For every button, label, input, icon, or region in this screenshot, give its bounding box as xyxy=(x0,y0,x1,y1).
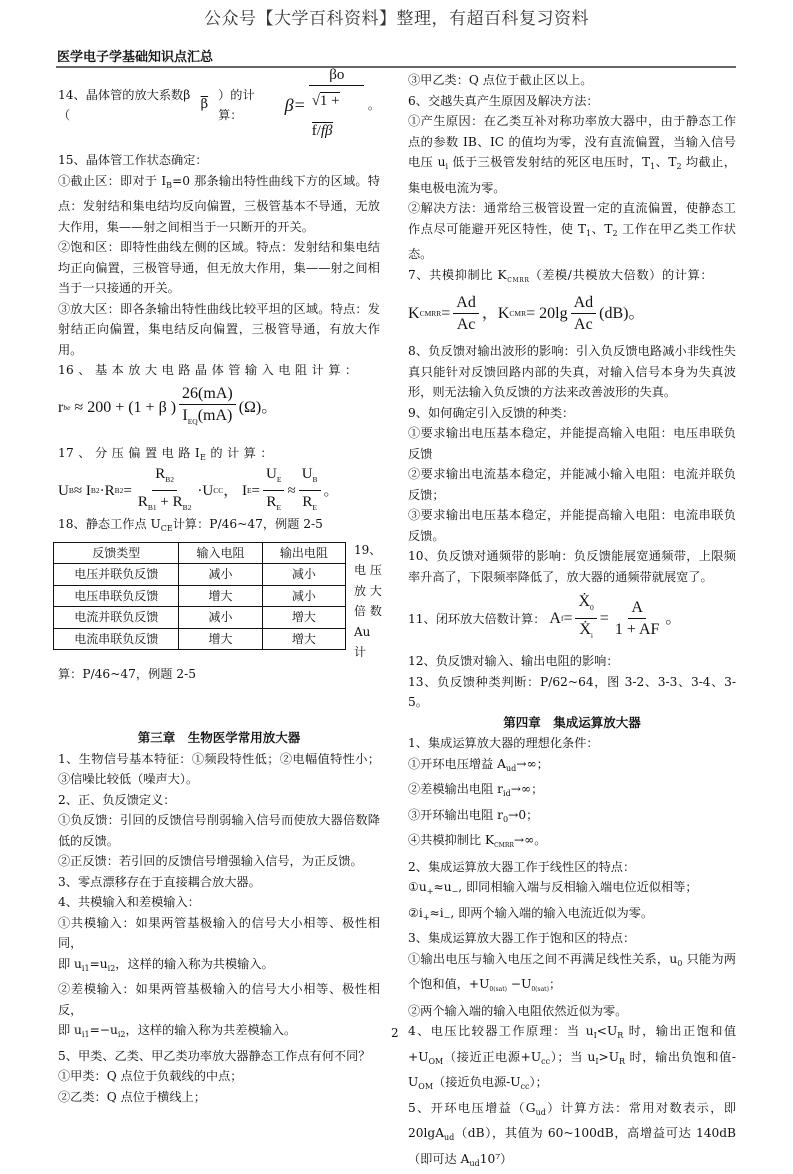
d: 1 + AF xyxy=(612,619,663,641)
formula-closed-loop xyxy=(408,587,736,651)
s: i xyxy=(591,631,593,640)
t: 、T xyxy=(591,222,612,236)
t: U xyxy=(58,481,69,502)
formula-beta-denominator: √1 + f/fβ xyxy=(309,86,365,146)
t: 11、闭环放大倍数计算： xyxy=(408,609,545,630)
t: I xyxy=(182,407,187,424)
s: f xyxy=(561,609,564,630)
ch3-p13: ②乙类：Q 点位于横线上； xyxy=(58,1087,380,1108)
t: ①产生原因：在乙类互补对称功率放大器中，由于静态工作点的参数 IB、IC 的值均为零，没有直流偏置，当输入信号电压 u xyxy=(408,114,736,169)
t: = xyxy=(252,481,260,502)
s: B2 xyxy=(183,503,192,512)
t: 只能为两个饱和值，+U xyxy=(408,952,736,992)
s: I xyxy=(595,1057,598,1066)
s: − xyxy=(444,913,451,922)
fraction-a-1af xyxy=(612,598,663,641)
t: 的 计 算 ： xyxy=(206,446,273,460)
text: =0 那条输出特性曲线下方的区域。特点：发射结和集电结均反向偏置，三极管基本不导通，无放大作用，集——射之间相当于一只断开的开关。 xyxy=(58,174,380,234)
t: ）； xyxy=(530,1075,548,1089)
t: 19、 xyxy=(354,540,388,561)
fraction-ue-re xyxy=(263,464,284,519)
formula-beta-numerator: βo xyxy=(309,65,364,86)
t: ≈u xyxy=(433,880,451,894)
table-row xyxy=(54,628,346,650)
t: ； xyxy=(549,977,561,991)
s: i xyxy=(445,162,448,171)
t: 时，输出负饱和值-U xyxy=(408,1050,736,1090)
item-15-p2: ②饱和区：即特性曲线左侧的区域。特点：发射结和集电结均正向偏置，三极管导通，但无放大作用，集——射之间相当于一只接通的开关。 xyxy=(58,237,380,299)
s: CC xyxy=(213,481,223,502)
t: (dB)。 xyxy=(599,304,644,325)
t: ，这样的输入称为共模输入。 xyxy=(115,957,273,971)
watermark-banner: 公众号【大学百科资料】整理，有超百科复习资料 xyxy=(0,4,793,29)
d: Ac xyxy=(454,314,479,336)
table-cell: 电压串联负反馈 xyxy=(54,585,179,607)
table-row xyxy=(54,585,346,607)
s: CMRR xyxy=(507,277,529,284)
chapter-4-heading: 第四章 集成运算放大器 xyxy=(408,713,736,734)
t: ≈ I xyxy=(74,481,91,502)
t: （接近负电源-U xyxy=(433,1075,521,1089)
table-header: 反馈类型 xyxy=(54,542,179,564)
n xyxy=(575,592,596,619)
formula-rbe xyxy=(58,381,380,437)
header-rule xyxy=(56,66,736,68)
r-p7: 9、如何确定引入反馈的种类： xyxy=(408,403,736,424)
ch3-p6: 4、共模输入和差模输入： xyxy=(58,892,380,913)
t: 7、共模抑制比 K xyxy=(408,268,507,282)
ch4-c12 xyxy=(408,1021,736,1098)
t: （差模/共模放大倍数）的计算： xyxy=(529,268,713,282)
n: A xyxy=(628,598,646,619)
s: CMR xyxy=(509,304,526,325)
t: →∞； xyxy=(516,757,549,771)
ch3-p11: 5、甲类、乙类、甲乙类功率放大器静态工作点有何不同？ xyxy=(58,1046,380,1067)
t: =−u xyxy=(90,1023,118,1037)
s: id xyxy=(503,789,511,798)
d xyxy=(576,619,596,647)
n xyxy=(263,464,284,491)
t: 5、开环电压增益（G xyxy=(408,1101,536,1115)
t: = xyxy=(600,609,609,630)
text: ①截止区：即对于 I xyxy=(58,174,166,188)
s: − xyxy=(452,887,459,896)
s: 2 xyxy=(612,229,617,238)
t: ①u xyxy=(408,880,427,894)
den-b: fβ xyxy=(321,123,333,139)
s: 0(sat) xyxy=(489,986,507,993)
t: 计 xyxy=(354,642,388,663)
table-cell: 电流串联负反馈 xyxy=(54,628,179,650)
t: 。 xyxy=(324,481,339,502)
t: （dB），其值为 60~100dB，高增益可达 140dB（即可达 A xyxy=(408,1126,736,1166)
s: 0(sat) xyxy=(531,986,549,993)
r-p1: ③甲乙类：Q 点位于截止区以上。 xyxy=(408,70,736,91)
s: CE xyxy=(161,524,173,533)
ch4-c10 xyxy=(408,949,736,1001)
rbe-mid: ≈ 200 + (1 + β ) xyxy=(74,398,176,419)
t: 均截止，集电极电流为零。 xyxy=(408,155,736,195)
t: 4、电压比较器工作原理：当 u xyxy=(408,1024,594,1038)
s: E xyxy=(312,503,317,512)
ch4-c5 xyxy=(408,830,736,857)
s: i1 xyxy=(82,964,90,973)
t: K xyxy=(498,304,510,325)
ch3-p8 xyxy=(58,954,380,980)
t: Ẋ xyxy=(579,621,591,638)
table-row xyxy=(54,607,346,629)
t: = 20lg xyxy=(526,304,567,325)
t: R xyxy=(302,494,312,510)
t: ①开环电压增益 A xyxy=(408,757,506,771)
s: B xyxy=(313,475,318,484)
s: 2 xyxy=(676,162,681,171)
t: →∞。 xyxy=(514,833,547,847)
fraction-ad-ac-2 xyxy=(571,293,597,336)
s: OM xyxy=(418,1082,433,1091)
s: B2 xyxy=(115,481,124,502)
rbe-num: 26(mA) xyxy=(179,384,236,405)
s: I xyxy=(594,1031,597,1040)
t: U xyxy=(266,466,277,482)
s: i1 xyxy=(82,1030,90,1039)
table-header: 输出电阻 xyxy=(262,542,345,564)
s: 1 xyxy=(586,229,591,238)
s: 0 xyxy=(677,959,682,968)
t: ， xyxy=(482,304,498,325)
t: ）计算方法：常用对数表示，即20lgA xyxy=(408,1101,736,1141)
t: = xyxy=(441,304,450,325)
r-p4 xyxy=(408,198,736,265)
item-18 xyxy=(58,514,380,540)
rbe-fraction xyxy=(179,384,236,433)
formula-kcmrr xyxy=(408,291,736,337)
t: ②解决方法：通常给三极管设置一定的直流偏置，使静态工作点尽可能避开死区特性，使 T xyxy=(408,201,736,236)
ch3-p9: ②差模输入：如果两管基极输入的信号大小相等、极性相反， xyxy=(58,979,380,1020)
sub: B xyxy=(166,181,172,190)
item-16-title: 16 、 基 本 放 大 电 路 晶 体 管 输 入 电 阻 计 算 ： xyxy=(58,360,380,381)
d: Ac xyxy=(571,314,596,336)
t: ②差模输出电阻 r xyxy=(408,782,503,796)
s: E xyxy=(276,503,281,512)
ch4-c2 xyxy=(408,754,736,780)
s: cc xyxy=(541,1057,550,1066)
ch3-p12: ①甲类：Q 点位于负载线的中点； xyxy=(58,1066,380,1087)
n: Ad xyxy=(453,293,479,314)
t: 10⁷） xyxy=(480,1152,513,1166)
item-15-title: 15、晶体管工作状态确定： xyxy=(58,150,380,171)
table-cell: 增大 xyxy=(262,607,345,629)
t: , 即两个输入端的输入电流近似为零。 xyxy=(450,906,653,920)
t: >U xyxy=(599,1050,619,1064)
table-cell: 电流并联负反馈 xyxy=(54,607,179,629)
formula-beta-fraction xyxy=(309,65,365,146)
den-a: 1 + f xyxy=(312,93,340,139)
s: E xyxy=(277,475,282,484)
s: B2 xyxy=(165,475,174,484)
beta-bar-symbol: $\overline{\beta}$ xyxy=(201,95,209,116)
r-p13: 12、负反馈对输入、输出电阻的影响： xyxy=(408,651,736,672)
t: 计算：P/46~47，例题 2-5 xyxy=(173,517,323,531)
r-p5 xyxy=(408,265,736,292)
s: ud xyxy=(469,1159,479,1168)
t: K xyxy=(408,304,420,325)
r-p2: 6、交越失真产生原因及解决方法： xyxy=(408,91,736,112)
table-cell: 减小 xyxy=(262,564,345,586)
t: ， I xyxy=(223,481,247,502)
t: 即 u xyxy=(58,1023,82,1037)
ch4-c1: 1、集成运算放大器的理想化条件： xyxy=(408,733,736,754)
formula-ub-ie xyxy=(58,468,380,514)
ch3-p2: 2、正、负反馈定义： xyxy=(58,790,380,811)
t: 18、静态工作点 U xyxy=(58,517,161,531)
item-14-text: 14、晶体管的放大系数β（ xyxy=(58,85,197,126)
t: <U xyxy=(597,1024,617,1038)
t: + R xyxy=(157,494,183,510)
s: ud xyxy=(444,1133,454,1142)
t: R xyxy=(138,494,148,510)
s: OM xyxy=(428,1057,443,1066)
formula-beta-lhs: β= xyxy=(285,95,306,116)
r-p9: ②要求输出电流基本稳定，并能减小输入电阻：电流并联负反馈； xyxy=(408,464,736,505)
r-p14: 13、负反馈种类判断：P/62~64，图 3-2、3-3、3-4、3-5。 xyxy=(408,672,736,713)
page-number: 2 xyxy=(391,1026,399,1040)
t: Ẋ xyxy=(578,593,590,610)
t: ，这样的输入称为共差模输入。 xyxy=(126,1023,297,1037)
t: 时，输出正饱和值+U xyxy=(408,1024,736,1064)
r-p10: ③要求输出电压基本稳定，并能提高输入电阻：电流串联负反馈。 xyxy=(408,505,736,546)
s: 1 xyxy=(650,162,655,171)
ch4-c3 xyxy=(408,779,736,805)
r-p3 xyxy=(408,111,736,198)
chapter-3-heading: 第三章 生物医学常用放大器 xyxy=(58,728,380,749)
item-15-p3: ③放大区：即各条输出特性曲线比较平坦的区域。特点：发射结正向偏置，集电结反向偏置，三极管导通，有放大作用。 xyxy=(58,299,380,361)
t: 17 、 分 压 偏 置 电 路 I xyxy=(58,446,200,460)
ch4-c4 xyxy=(408,805,736,831)
n xyxy=(152,464,177,491)
t: ③开环输出电阻 r xyxy=(408,808,503,822)
r-p6: 8、负反馈对输出波形的影响：引入负反馈电路减小非线性失真只能针对反馈回路内部的失真，对输入信号本身为失真波形，则无法输入负反馈的方法来改善波形的失真。 xyxy=(408,341,736,403)
s: EQ xyxy=(188,417,198,426)
n xyxy=(299,464,321,491)
t: ②i xyxy=(408,906,423,920)
s: cc xyxy=(521,1082,530,1091)
item-19-side-text xyxy=(354,540,388,663)
table-header-row xyxy=(54,542,346,564)
fraction-rb xyxy=(135,464,195,519)
fraction-x0-xi xyxy=(575,592,596,647)
t: ·R xyxy=(100,481,115,502)
ch4-c8 xyxy=(408,903,736,929)
rbe-unit: (Ω)。 xyxy=(239,398,278,419)
s: i2 xyxy=(118,1030,126,1039)
t: Au xyxy=(354,622,388,643)
r-p8: ①要求输出电压基本稳定，并能提高输入电阻：电压串联负反馈 xyxy=(408,423,736,464)
rbe-lhs: r xyxy=(58,398,63,419)
ch3-p1: 1、生物信号基本特征：①频段特性低；②电幅值特性小；③信噪比较低（噪声大）。 xyxy=(58,749,380,790)
s: ud xyxy=(536,1108,546,1117)
r-p11: 10、负反馈对通频带的影响：负反馈能展宽通频带，上限频率升高了，下限频率降低了，放大器的通频带就展宽了。 xyxy=(408,546,736,587)
left-column xyxy=(58,70,380,1107)
table-cell: 减小 xyxy=(179,607,262,629)
ch3-p4: ②正反馈：若引回的反馈信号增强输入信号，为正反馈。 xyxy=(58,851,380,872)
s: R xyxy=(619,1057,625,1066)
t: 工作在甲乙类工作状态。 xyxy=(408,222,736,262)
t: =u xyxy=(90,957,108,971)
s: 0 xyxy=(590,603,594,612)
item-15-p1 xyxy=(58,171,380,238)
item-19-tail: 算：P/46~47，例题 2-5 xyxy=(58,664,380,685)
s: + xyxy=(427,887,434,896)
ch3-p10 xyxy=(58,1020,380,1046)
ch3-p3: ①负反馈：引回的反馈信号削弱输入信号而使放大器倍数降低的反馈。 xyxy=(58,810,380,851)
feedback-table xyxy=(53,542,346,651)
fraction-ub-re xyxy=(299,464,321,519)
ch4-c7 xyxy=(408,877,736,903)
t: 放 大 xyxy=(354,581,388,602)
t: U xyxy=(302,466,313,482)
s: CMRR xyxy=(494,842,514,849)
t: ≈i xyxy=(430,906,444,920)
s: + xyxy=(423,913,430,922)
s: ud xyxy=(506,764,516,773)
t: 。 xyxy=(665,609,681,630)
rbe-den xyxy=(179,405,235,433)
table-cell: 增大 xyxy=(179,628,262,650)
t: , 即同相输入端与反相输入端电位近似相等； xyxy=(458,880,697,894)
t: ）；当 u xyxy=(550,1050,595,1064)
t: R xyxy=(266,494,276,510)
item-14 xyxy=(58,70,380,140)
item-14-text-b: ）的计算： xyxy=(218,85,276,126)
ch4-c13 xyxy=(408,1098,736,1174)
s: E xyxy=(200,453,206,462)
ch4-c6: 2、集成运算放大器工作于线性区的特点： xyxy=(408,857,736,878)
s: i2 xyxy=(108,964,116,973)
t: ·U xyxy=(197,481,213,502)
table-cell: 减小 xyxy=(262,585,345,607)
s: E xyxy=(247,481,252,502)
s: 0 xyxy=(503,815,508,824)
table-cell: 电压并联负反馈 xyxy=(54,564,179,586)
t: A xyxy=(549,609,561,630)
s: B2 xyxy=(91,481,100,502)
t: 倍 数 xyxy=(354,601,388,622)
table-header: 输入电阻 xyxy=(179,542,262,564)
t: = xyxy=(123,481,131,502)
t: （接近正电源+U xyxy=(443,1050,541,1064)
t: 即 u xyxy=(58,957,82,971)
t: →0； xyxy=(508,808,538,822)
document-title: 医学电子学基础知识点汇总 xyxy=(57,46,213,65)
t: →∞； xyxy=(511,782,544,796)
t: 电 压 xyxy=(354,560,388,581)
ch4-c11: ②两个输入端的输入电阻依然近似为零。 xyxy=(408,1001,736,1022)
ch4-c9: 3、集成运算放大器工作于饱和区的特点： xyxy=(408,928,736,949)
t: ④共模抑制比 K xyxy=(408,833,494,847)
t: 低于三极管发射结的死区电压时，T xyxy=(448,155,650,169)
table-cell: 增大 xyxy=(262,628,345,650)
item-17-title xyxy=(58,443,380,469)
n: Ad xyxy=(571,293,597,314)
s: CMRR xyxy=(420,304,442,325)
feedback-table-block xyxy=(58,540,380,664)
fraction-ad-ac xyxy=(453,293,479,336)
ch3-p7: ①共模输入：如果两管基极输入的信号大小相等、极性相同， xyxy=(58,913,380,954)
t: ①输出电压与输入电压之间不再满足线性关系，u xyxy=(408,952,677,966)
s: B1 xyxy=(148,503,157,512)
ch3-p5: 3、零点漂移存在于直接耦合放大器。 xyxy=(58,872,380,893)
t: 、T xyxy=(655,155,676,169)
t: R xyxy=(155,466,165,482)
s: B xyxy=(69,481,74,502)
t: = xyxy=(563,609,572,630)
rbe-sub: be xyxy=(63,398,70,419)
table-cell: 减小 xyxy=(179,564,262,586)
t: −U xyxy=(507,977,531,991)
right-column xyxy=(408,70,736,1174)
t: (mA) xyxy=(198,407,233,424)
t: ≈ xyxy=(287,481,295,502)
s: R xyxy=(617,1031,623,1040)
item-14-end: 。 xyxy=(368,95,380,116)
table-row xyxy=(54,564,346,586)
table-cell: 增大 xyxy=(179,585,262,607)
